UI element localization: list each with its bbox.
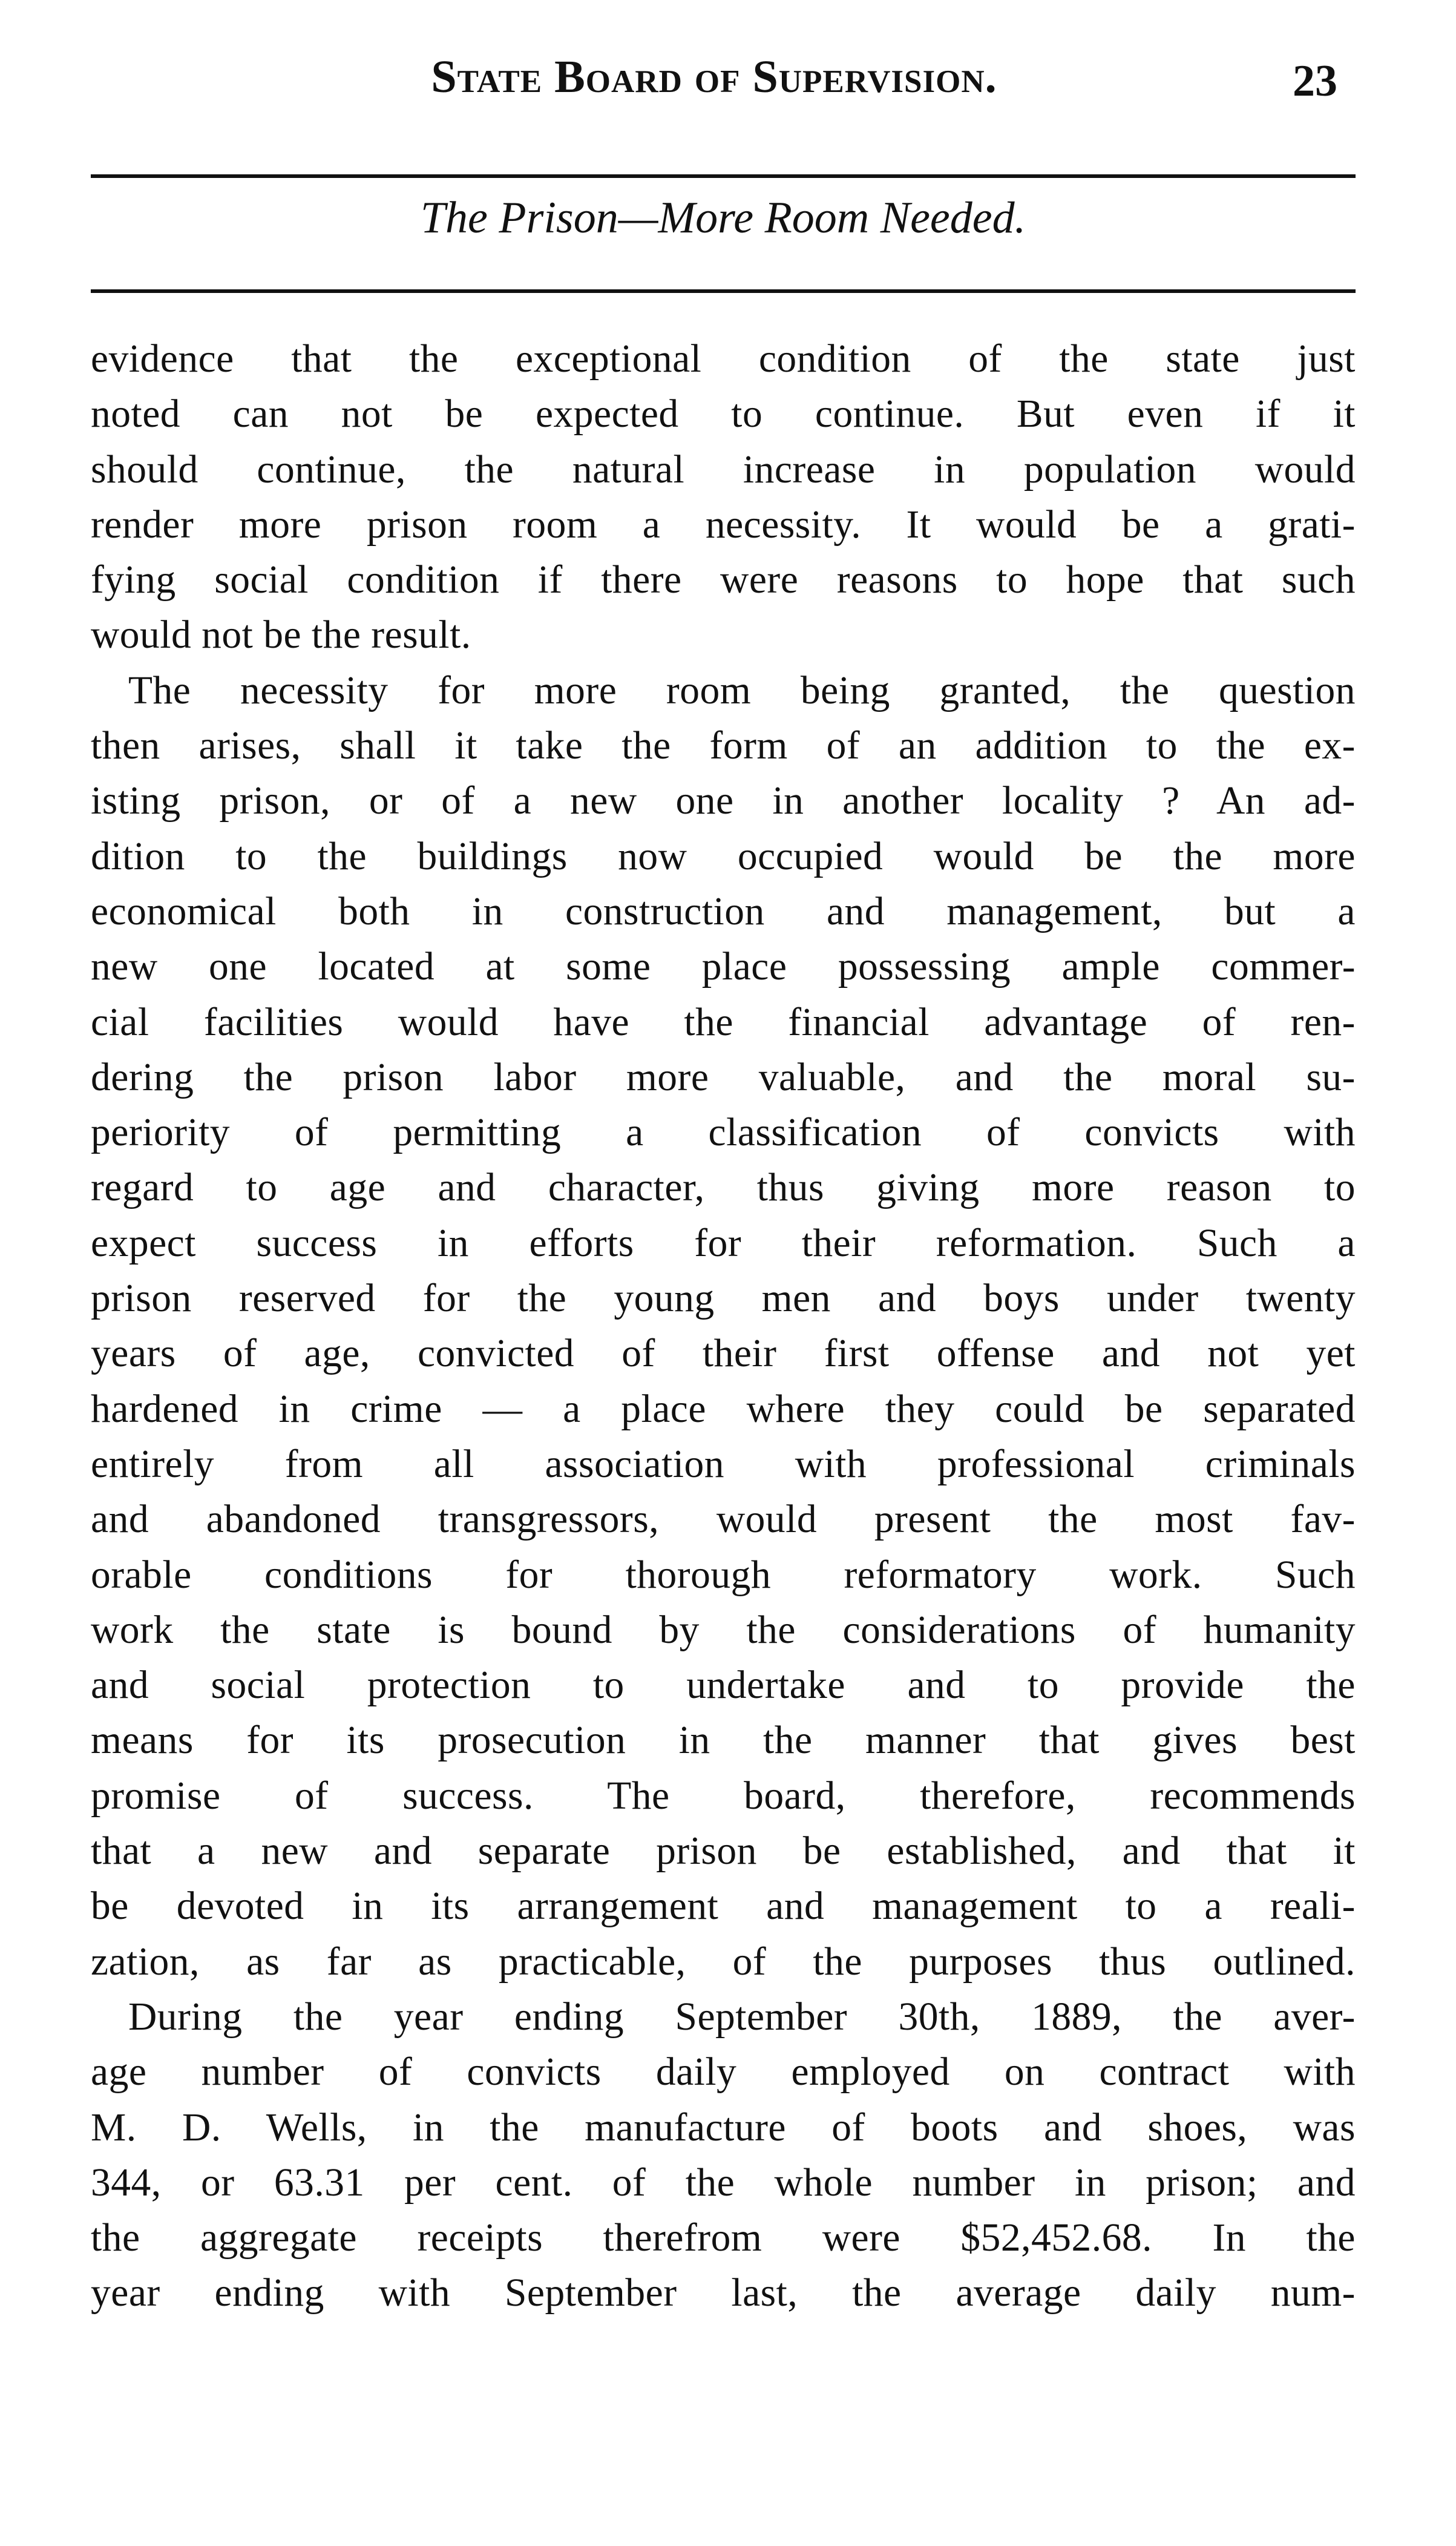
- text-line: would not be the result.: [91, 613, 471, 657]
- text-line: M. D. Wells, in the manufacture of boots and shoes, was: [91, 2105, 1356, 2150]
- text-line: and social protection to undertake and to provide the: [91, 1663, 1356, 1708]
- text-line: promise of success. The board, therefore, recommends: [91, 1774, 1356, 1818]
- text-line: the aggregate receipts therefrom were $52,452.68. In the: [91, 2216, 1356, 2260]
- text-line: years of age, convicted of their first offense and not yet: [91, 1332, 1356, 1376]
- text-line: expect success in efforts for their reformation. Such a: [91, 1221, 1356, 1265]
- text-line: dition to the buildings now occupied would be the more: [91, 834, 1356, 878]
- text-line: zation, as far as practicable, of the purposes thus outlined.: [91, 1939, 1356, 1984]
- text-line: that a new and separate prison be established, and that it: [91, 1829, 1356, 1873]
- running-title: State Board of Supervision.: [431, 51, 997, 102]
- text-line: new one located at some place possessing ample commer-: [91, 945, 1356, 989]
- text-line: render more prison room a necessity. It would be a grati-: [91, 502, 1356, 547]
- text-line: then arises, shall it take the form of an addition to the ex-: [91, 724, 1356, 768]
- text-line: dering the prison labor more valuable, and the moral su-: [91, 1055, 1356, 1099]
- text-line: regard to age and character, thus giving more reason to: [91, 1166, 1356, 1210]
- bottom-rule: [91, 289, 1356, 293]
- text-line: year ending with September last, the average daily num-: [91, 2271, 1356, 2315]
- text-line: should continue, the natural increase in population would: [91, 447, 1356, 492]
- text-line: 344, or 63.31 per cent. of the whole number in prison; and: [91, 2160, 1356, 2205]
- text-line: isting prison, or of a new one in another locality ? An ad-: [91, 779, 1356, 823]
- text-line: evidence that the exceptional condition of the state just: [91, 337, 1356, 381]
- paragraph-first-line: During the year ending September 30th, 1889, the aver-: [128, 1995, 1356, 2039]
- text-line: fying social condition if there were reasons to hope that such: [91, 558, 1356, 602]
- text-line: cial facilities would have the financial advantage of ren-: [91, 1000, 1356, 1044]
- running-head: [91, 42, 1337, 121]
- text-line: orable conditions for thorough reformatory work. Such: [91, 1553, 1356, 1597]
- text-line: age number of convicts daily employed on contract with: [91, 2050, 1356, 2094]
- text-line: be devoted in its arrangement and management to a reali-: [91, 1884, 1356, 1929]
- page-number: 23: [1293, 56, 1337, 106]
- top-rule: [91, 174, 1356, 178]
- text-line: means for its prosecution in the manner that gives best: [91, 1719, 1356, 1763]
- text-line: noted can not be expected to continue. But even if it: [91, 392, 1356, 436]
- text-line: economical both in construction and management, but a: [91, 889, 1356, 933]
- text-line: work the state is bound by the considerations of humanity: [91, 1608, 1356, 1652]
- text-line: prison reserved for the young men and boys under twenty: [91, 1277, 1356, 1321]
- text-line: entirely from all association with professional criminals: [91, 1442, 1356, 1486]
- text-line: periority of permitting a classification of convicts with: [91, 1111, 1356, 1155]
- text-line: and abandoned transgressors, would present the most fav-: [91, 1498, 1356, 1542]
- text-line: hardened in crime — a place where they could be separated: [91, 1387, 1356, 1431]
- section-heading: The Prison—More Room Needed.: [420, 193, 1026, 243]
- paragraph-first-line: The necessity for more room being granted, the question: [128, 668, 1356, 712]
- body-text: [91, 332, 1356, 2321]
